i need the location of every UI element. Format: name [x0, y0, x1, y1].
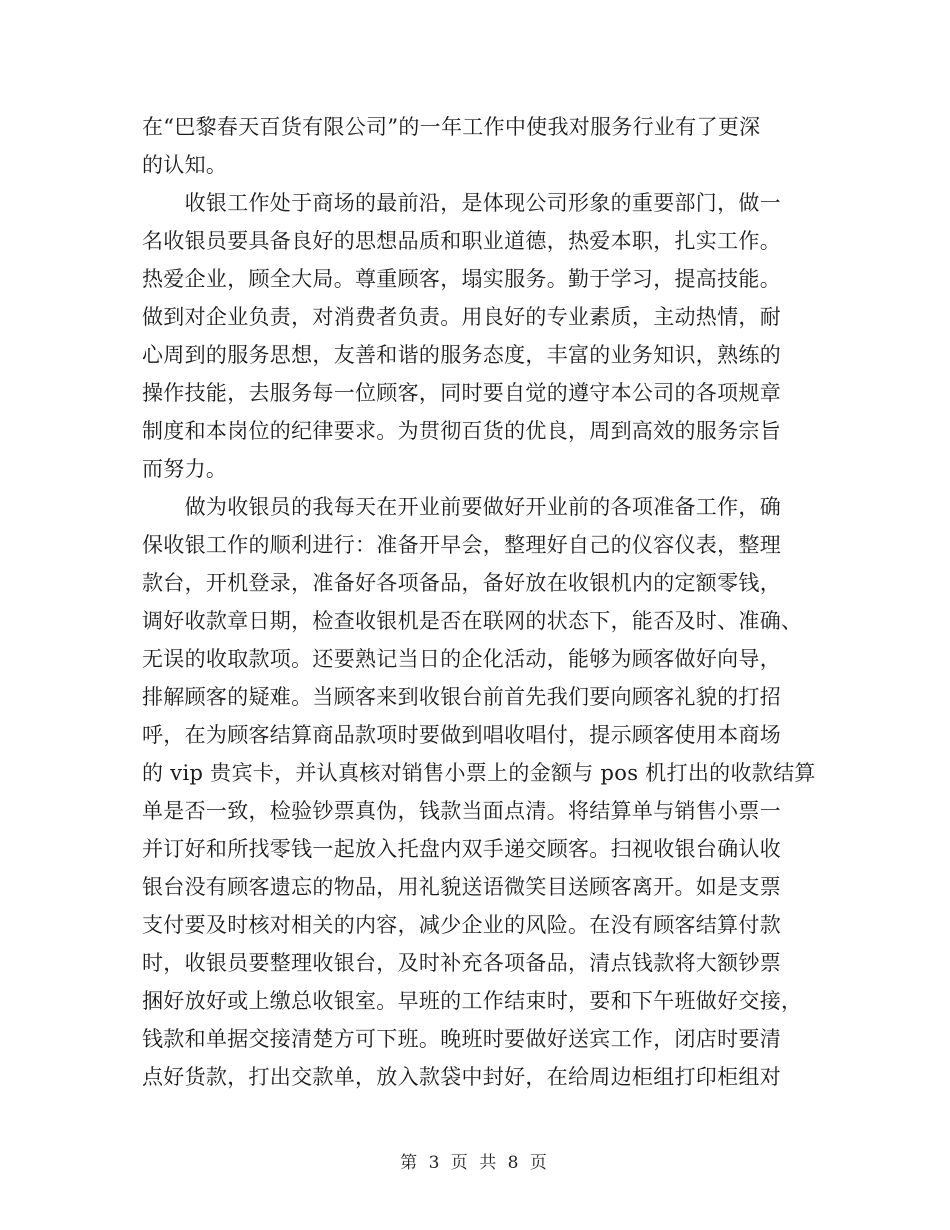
- text-line: 钱款和单据交接清楚方可下班。晚班时要做好送宾工作，闭店时要清: [142, 1027, 781, 1051]
- text-line: 调好收款章日期，检查收银机是否在联网的状态下，能否及时、准确、: [142, 609, 803, 633]
- text-line: 点好货款，打出交款单，放入款袋中封好，在给周边柜组打印柜组对: [142, 1065, 781, 1089]
- text-line: 热爱企业，顾全大局。尊重顾客，塌实服务。勤于学习，提高技能。: [142, 267, 781, 291]
- text-line: 款台，开机登录，准备好各项备品，备好放在收银机内的定额零钱，: [142, 571, 781, 595]
- text-line: 做到对企业负责，对消费者负责。用良好的专业素质，主动热情，耐: [142, 305, 781, 329]
- text-line: 捆好放好或上缴总收银室。早班的工作结束时，要和下午班做好交接，: [142, 989, 803, 1013]
- text-line: 呼，在为顾客结算商品款项时要做到唱收唱付，提示顾客使用本商场: [142, 723, 781, 747]
- text-line: 在“巴黎春天百货有限公司”的一年工作中使我对服务行业有了更深: [142, 115, 761, 139]
- document-body: [142, 108, 816, 1096]
- text-line: 支付要及时核对相关的内容，减少企业的风险。在没有顾客结算付款: [142, 913, 781, 937]
- text-line: 排解顾客的疑难。当顾客来到收银台前首先我们要向顾客礼貌的打招: [142, 685, 781, 709]
- text-line: 单是否一致，检验钞票真伪，钱款当面点清。将结算单与销售小票一: [142, 799, 781, 823]
- text-line: 制度和本岗位的纪律要求。为贯彻百货的优良，周到高效的服务宗旨: [142, 419, 781, 443]
- text-line: 并订好和所找零钱一起放入托盘内双手递交顾客。扫视收银台确认收: [142, 837, 781, 861]
- text-line: 的 vip 贵宾卡，并认真核对销售小票上的金额与 pos 机打出的收款结算: [142, 761, 816, 785]
- text-line: 无误的收取款项。还要熟记当日的企化活动，能够为顾客做好向导，: [142, 647, 781, 671]
- text-line: 而努力。: [142, 457, 228, 481]
- text-line: 的认知。: [142, 153, 228, 177]
- text-line: 心周到的服务思想，友善和谐的服务态度，丰富的业务知识，熟练的: [142, 343, 781, 367]
- text-line: 收银工作处于商场的最前沿，是体现公司形象的重要部门，做一: [142, 191, 781, 215]
- text-line: 银台没有顾客遗忘的物品，用礼貌送语微笑目送顾客离开。如是支票: [142, 875, 781, 899]
- page-number-footer: 第 3 页 共 8 页: [400, 1153, 550, 1173]
- text-line: 操作技能，去服务每一位顾客，同时要自觉的遵守本公司的各项规章: [142, 381, 781, 405]
- text-line: 保收银工作的顺利进行：准备开早会，整理好自己的仪容仪表，整理: [142, 533, 781, 557]
- text-line: 名收银员要具备良好的思想品质和职业道德，热爱本职，扎实工作。: [142, 229, 781, 253]
- text-line: 做为收银员的我每天在开业前要做好开业前的各项准备工作，确: [142, 495, 781, 519]
- text-line: 时，收银员要整理收银台，及时补充各项备品，清点钱款将大额钞票: [142, 951, 781, 975]
